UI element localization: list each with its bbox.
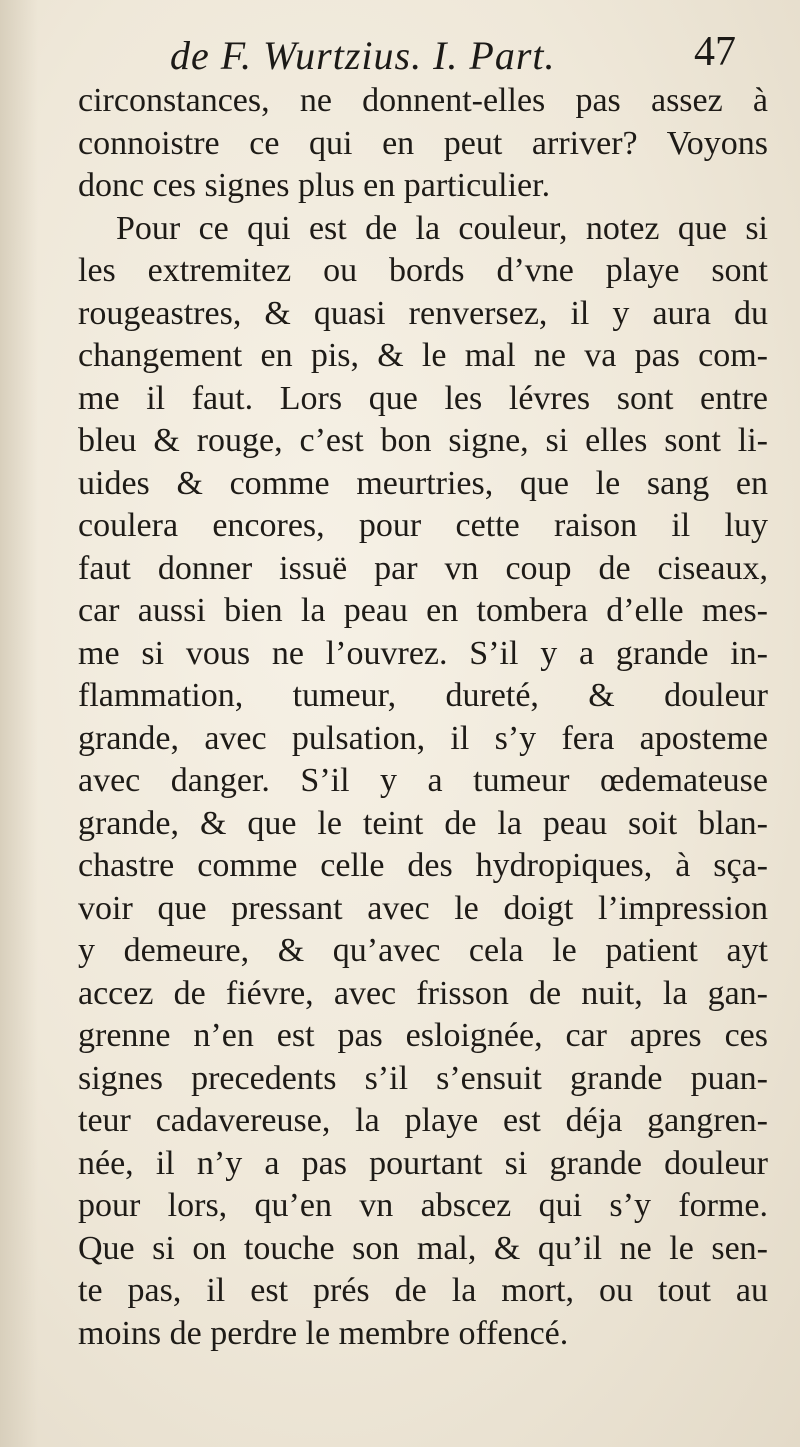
text-line: chastre comme celle des hydropiques, à sça- bbox=[78, 847, 768, 884]
text-line: rougeastres, & quasi renversez, il y aura du bbox=[78, 294, 768, 332]
text-line: signes precedents s’il s’ensuit grande puan- bbox=[78, 1059, 768, 1097]
text-line: pour lors, qu’en vn abscez qui s’y forme. bbox=[78, 1187, 768, 1224]
running-head bbox=[170, 28, 770, 88]
text-line: les extremitez ou bords d’vne playe sont bbox=[78, 252, 768, 289]
text-line: donc ces signes plus en particulier. bbox=[78, 167, 551, 204]
text-line: car aussi bien la peau en tombera d’elle mes- bbox=[78, 592, 768, 629]
text-line: Que si on touche son mal, & qu’il ne le sen- bbox=[78, 1229, 768, 1267]
text-line: grande, avec pulsation, il s’y fera aposteme bbox=[78, 719, 768, 757]
text-line: me si vous ne l’ouvrez. S’il y a grande in- bbox=[78, 634, 768, 672]
text-line: grenne n’en est pas esloignée, car apres ces bbox=[78, 1017, 768, 1054]
text-line: moins de perdre le membre offencé. bbox=[78, 1314, 569, 1352]
gutter-shadow bbox=[0, 0, 38, 1447]
text-line: bleu & rouge, c’est bon signe, si elles sont li- bbox=[78, 422, 768, 459]
text-line: accez de fiévre, avec frisson de nuit, la gan- bbox=[78, 974, 768, 1012]
text-line: grande, & que le teint de la peau soit blan- bbox=[78, 804, 768, 842]
text-line: voir que pressant avec le doigt l’impression bbox=[78, 889, 768, 927]
text-line: te pas, il est prés de la mort, ou tout au bbox=[78, 1272, 768, 1309]
text-line: faut donner issuë par vn coup de ciseaux, bbox=[78, 549, 768, 587]
text-line: circonstances, ne donnent-elles pas assez à bbox=[78, 82, 768, 119]
text-line: née, il n’y a pas pourtant si grande douleur bbox=[78, 1144, 768, 1182]
text-line: avec danger. S’il y a tumeur œdemateuse bbox=[78, 762, 768, 799]
running-title: de F. Wurtzius. I. Part. bbox=[170, 33, 556, 78]
text-line: coulera encores, pour cette raison il luy bbox=[78, 507, 768, 544]
text-line: uides & comme meurtries, que le sang en bbox=[78, 464, 768, 502]
text-line: me il faut. Lors que les lévres sont entre bbox=[78, 379, 768, 417]
text-line: teur cadavereuse, la playe est déja gangren- bbox=[78, 1102, 768, 1139]
text-line: flammation, tumeur, dureté, & douleur bbox=[78, 677, 768, 714]
body-text bbox=[78, 80, 768, 1355]
page-number: 47 bbox=[694, 29, 736, 75]
text-line: changement en pis, & le mal ne va pas com- bbox=[78, 337, 768, 374]
text-line: y demeure, & qu’avec cela le patient ayt bbox=[78, 932, 768, 969]
text-line: connoistre ce qui en peut arriver? Voyons bbox=[78, 124, 768, 162]
paragraph-first-line: Pour ce qui est de la couleur, notez que si bbox=[116, 209, 768, 247]
